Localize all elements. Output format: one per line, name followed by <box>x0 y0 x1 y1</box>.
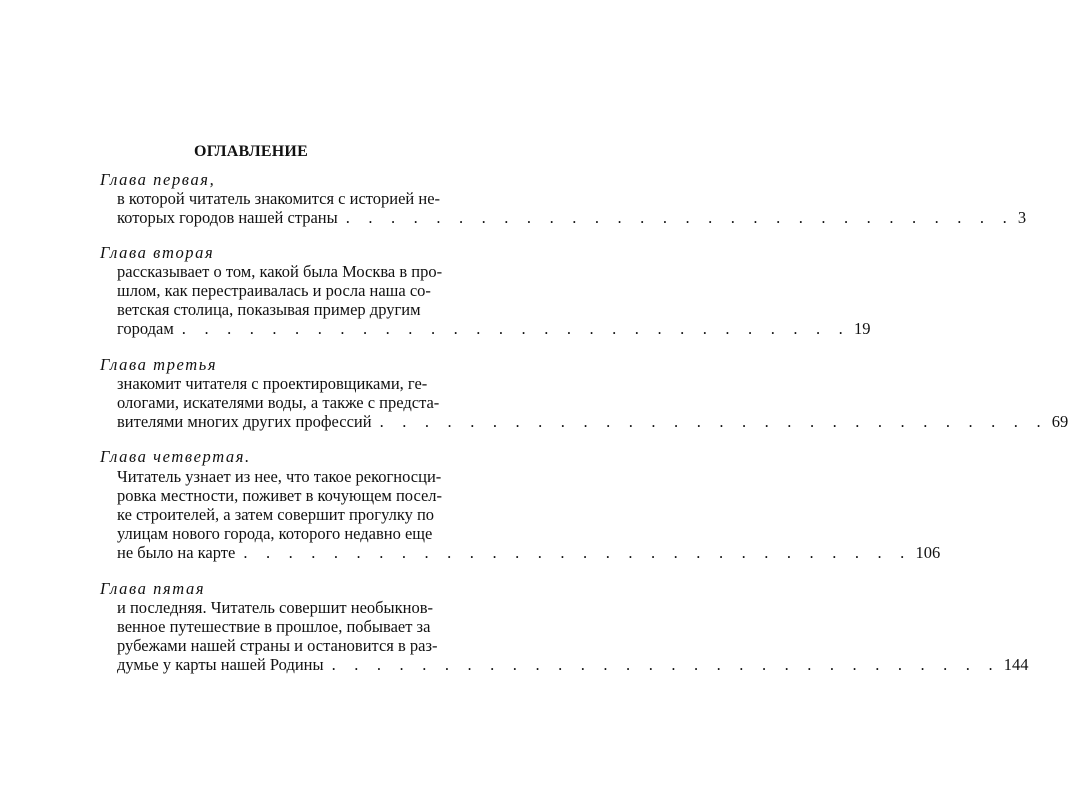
chapter-description-line: и последняя. Читатель совершит необыкнов- <box>117 598 434 617</box>
chapter-description-line: Читатель узнает из нее, что такое рекогносци- <box>117 467 442 486</box>
page-number: 3 <box>1017 208 1027 227</box>
chapter-description-line: городам <box>117 319 174 338</box>
chapter-leader-line <box>117 319 871 339</box>
chapter-description-line: рассказывает о том, какой была Москва в про- <box>117 262 443 281</box>
chapter-leader-line <box>117 543 941 563</box>
chapter-description-line: знакомит читателя с проектировщиками, ге- <box>117 374 428 393</box>
chapter-description-line: в которой читатель знакомится с историей не- <box>117 189 441 208</box>
chapter-description-line: шлом, как перестраивалась и росла наша со- <box>117 281 431 300</box>
chapter-title: Глава третья <box>100 355 218 374</box>
dot-leader: . . . . . . . . . . . . . . . . . . . . . . . . . . . . . . <box>345 208 1014 227</box>
chapter-title: Глава пятая <box>100 579 206 598</box>
dot-leader: . . . . . . . . . . . . . . . . . . . . . . . . . . . . . . <box>243 543 912 562</box>
chapter-description-line: улицам нового города, которого недавно еще <box>117 524 433 543</box>
chapter-description-line: вителями многих других профессий <box>117 412 372 431</box>
toc-heading: ОГЛАВЛЕНИЕ <box>194 143 308 160</box>
page-number: 106 <box>915 543 941 562</box>
chapter-title: Глава первая, <box>100 170 216 189</box>
chapter-leader-line <box>117 412 1068 432</box>
page-number: 69 <box>1051 412 1068 431</box>
chapter-leader-line <box>117 655 1029 675</box>
dot-leader: . . . . . . . . . . . . . . . . . . . . . . . . . . . . . . <box>331 655 1000 674</box>
chapter-description-line: которых городов нашей страны <box>117 208 338 227</box>
chapter-description-line: ветская столица, показывая пример другим <box>117 300 421 319</box>
chapter-description-line: ровка местности, поживет в кочующем посел- <box>117 486 443 505</box>
chapter-description-line: думье у карты нашей Родины <box>117 655 324 674</box>
chapter-leader-line <box>117 208 1027 228</box>
page-number: 19 <box>853 319 871 338</box>
chapter-description-line: не было на карте <box>117 543 236 562</box>
page-number: 144 <box>1003 655 1029 674</box>
dot-leader: . . . . . . . . . . . . . . . . . . . . . . . . . . . . . . <box>379 412 1048 431</box>
chapter-title: Глава вторая <box>100 243 215 262</box>
dot-leader: . . . . . . . . . . . . . . . . . . . . . . . . . . . . . . <box>181 319 850 338</box>
chapter-description-line: ологами, искателями воды, а также с предста- <box>117 393 440 412</box>
chapter-description-line: венное путешествие в прошлое, побывает за <box>117 617 431 636</box>
chapter-title: Глава четвертая. <box>100 447 251 466</box>
chapter-description-line: рубежами нашей страны и остановится в раз- <box>117 636 438 655</box>
chapter-description-line: ке строителей, а затем совершит прогулку по <box>117 505 435 524</box>
